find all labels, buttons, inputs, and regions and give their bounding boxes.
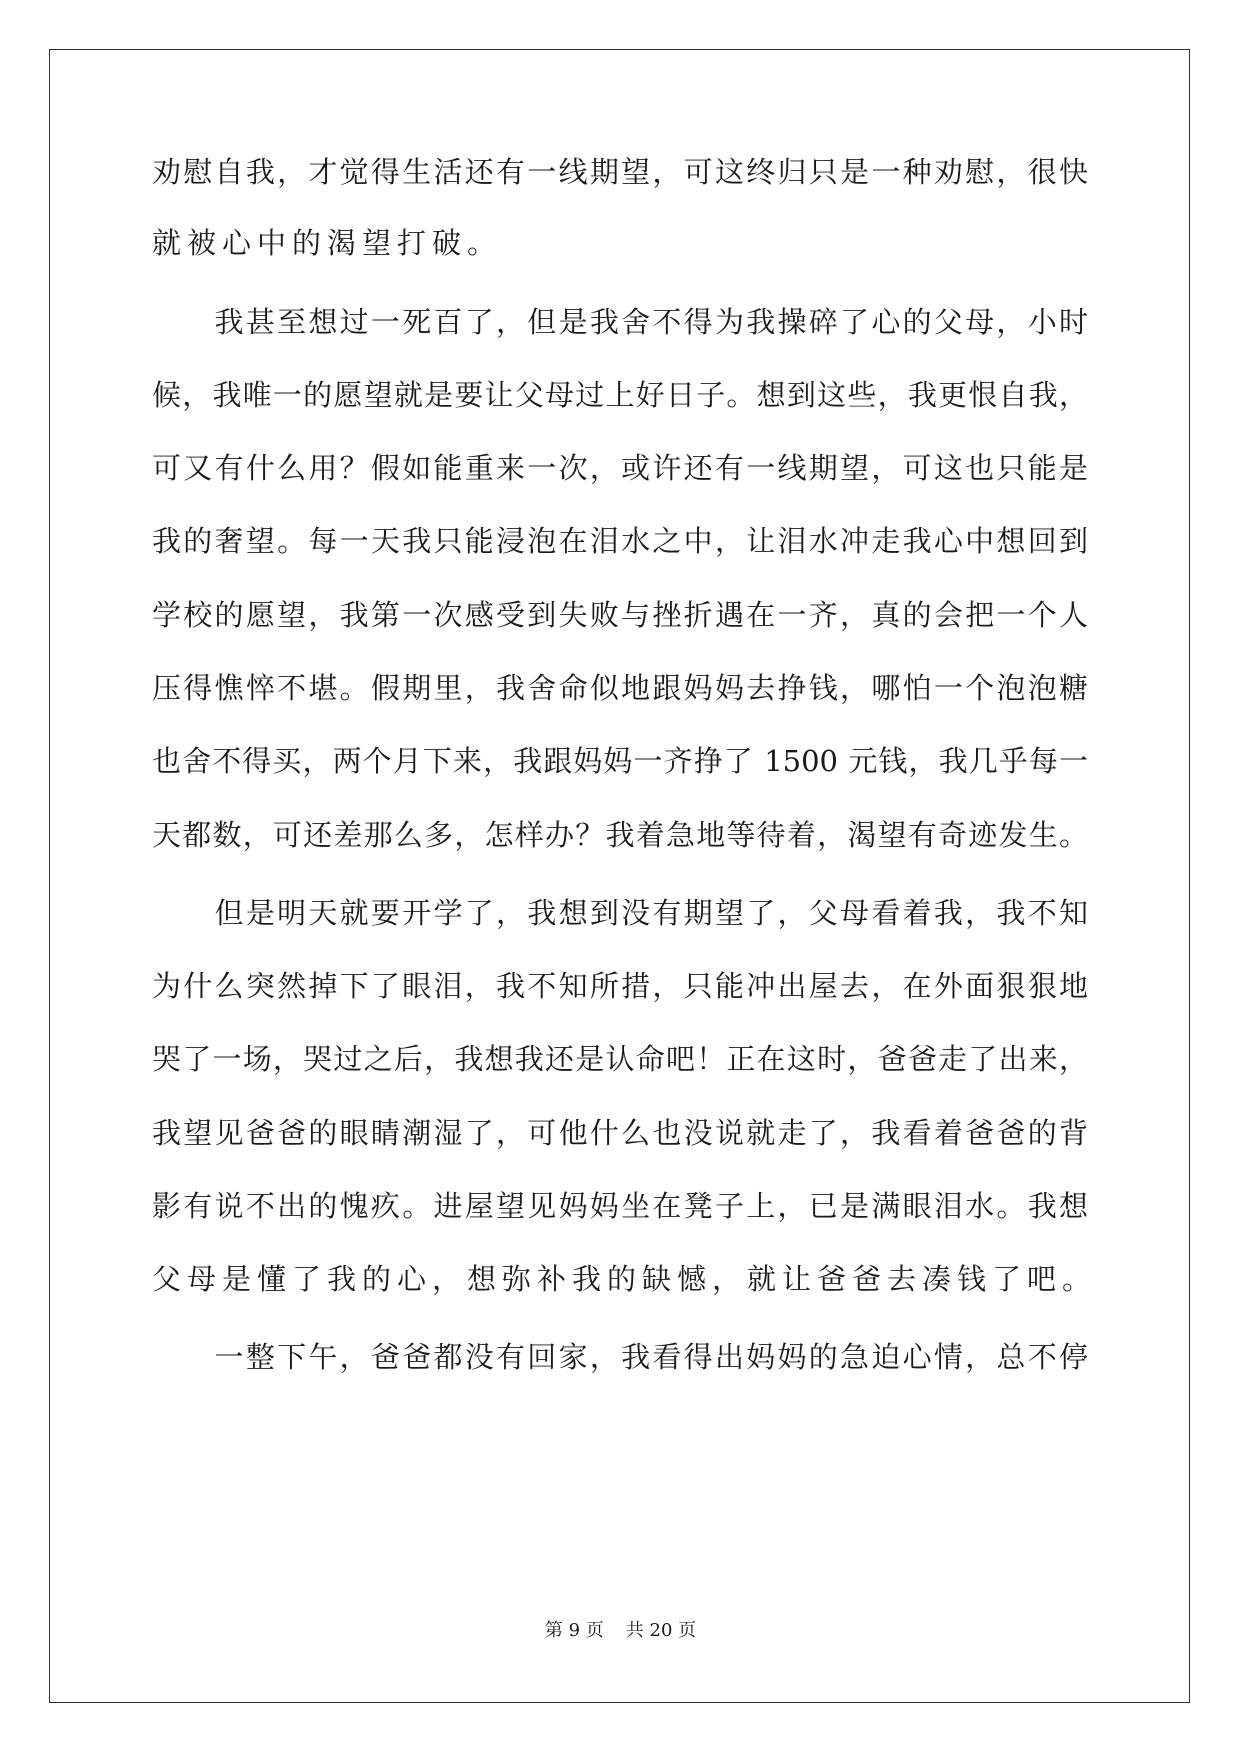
text-line: 天都数，可还差那么多，怎样办？我着急地等待着，渴望有奇迹发生。 — [152, 818, 1088, 852]
text-line: 我望见爸爸的眼睛潮湿了，可他什么也没说就走了，我看着爸爸的背 — [152, 1116, 1088, 1150]
text-line: 哭了一场，哭过之后，我想我还是认命吧！正在这时，爸爸走了出来， — [152, 1042, 1088, 1076]
page-border — [49, 49, 1190, 1703]
text-line: 也舍不得买，两个月下来，我跟妈妈一齐挣了 1500 元钱，我几乎每一 — [152, 744, 1088, 778]
page-number: 第 9 页 — [544, 1620, 604, 1641]
page-total: 共 20 页 — [625, 1620, 697, 1641]
page-footer — [0, 1619, 1241, 1643]
text-line: 父母是懂了我的心，想弥补我的缺憾，就让爸爸去凑钱了吧。 — [152, 1262, 1098, 1296]
text-line: 一整下午，爸爸都没有回家，我看得出妈妈的急迫心情，总不停 — [152, 1340, 1088, 1374]
text-line: 学校的愿望，我第一次感受到失败与挫折遇在一齐，真的会把一个人 — [152, 598, 1088, 632]
text-line: 影有说不出的愧疚。进屋望见妈妈坐在凳子上，已是满眼泪水。我想 — [152, 1189, 1088, 1223]
text-line: 我甚至想过一死百了，但是我舍不得为我操碎了心的父母，小时 — [152, 305, 1088, 339]
text-line: 压得憔悴不堪。假期里，我舍命似地跟妈妈去挣钱，哪怕一个泡泡糖 — [152, 671, 1088, 705]
text-line: 可又有什么用？假如能重来一次，或许还有一线期望，可这也只能是 — [152, 451, 1088, 485]
text-line: 就被心中的渴望打破。 — [152, 226, 503, 260]
text-line: 为什么突然掉下了眼泪，我不知所措，只能冲出屋去，在外面狠狠地 — [152, 969, 1088, 1003]
text-line: 候，我唯一的愿望就是要让父母过上好日子。想到这些，我更恨自我， — [152, 378, 1088, 412]
text-line: 我的奢望。每一天我只能浸泡在泪水之中，让泪水冲走我心中想回到 — [152, 524, 1088, 558]
text-line: 劝慰自我，才觉得生活还有一线期望，可这终归只是一种劝慰，很快 — [152, 155, 1088, 189]
text-line: 但是明天就要开学了，我想到没有期望了，父母看着我，我不知 — [152, 896, 1088, 930]
